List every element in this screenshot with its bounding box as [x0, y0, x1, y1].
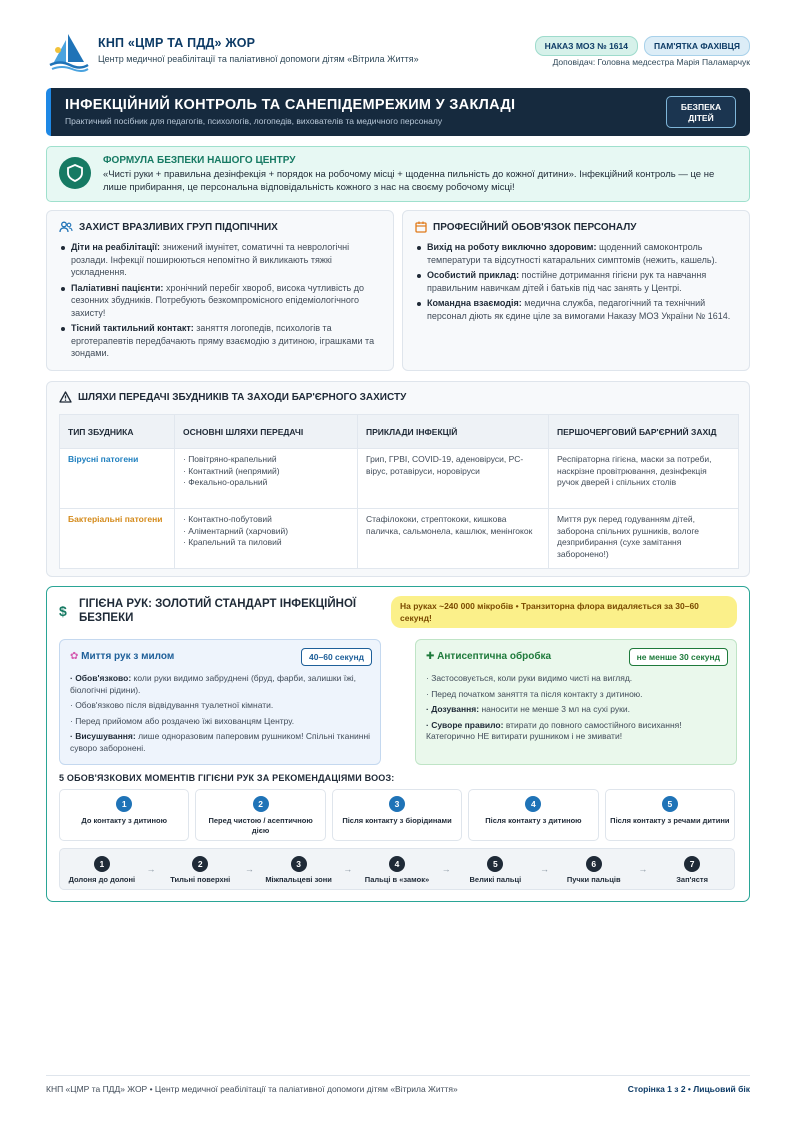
list-item: Діти на реабілітації: знижений імунітет, соматичні та неврологічні розлади. Інфекції поширюються непомітно й викликають тяжкі ускладнення.: [61, 241, 383, 279]
list-item: · Перед початком заняття та після контакту з дитиною.: [426, 688, 643, 699]
list-item: Особистий приклад: постійне дотримання гігієни рук та навчання правильним навичкам дітей і батьків під час занять у Центрі.: [417, 269, 739, 294]
examples-cell: Стафілококи, стрептококи, кишкова паличка, сальмонела, кашлюк, менінгокок: [358, 509, 549, 569]
soap-list: [70, 673, 376, 758]
antiseptic-list: [426, 673, 732, 747]
org-subtitle: Центр медичної реабілітації та паліативної допомоги дітям «Вітрила Життя»: [98, 54, 419, 64]
pathogen-type: Вірусні патогени: [60, 449, 175, 509]
list-item: · Висушування: лише одноразовим паперовим рушником! Спільні тканинні суворо заборонені.: [70, 731, 371, 753]
step-item: 5 Великі пальці: [456, 854, 534, 884]
soap-icon: ✿: [70, 651, 79, 662]
table-row: [60, 509, 739, 569]
step-item: 1 Долоня до долоні: [63, 854, 141, 884]
page-header: [46, 32, 750, 76]
users-icon: [59, 221, 73, 233]
arrow-right-icon: →: [441, 864, 451, 874]
table-header-row: [60, 415, 739, 449]
column-header: ОСНОВНІ ШЛЯХИ ПЕРЕДАЧІ: [175, 415, 358, 449]
step-item: 3 Міжпальцеві зони: [260, 854, 338, 884]
vulnerable-heading: [59, 221, 278, 233]
moment-number: 5: [662, 796, 678, 812]
moment-card: [332, 789, 462, 841]
microbes-note: На руках ~240 000 мікробів • Транзиторна флора видаляється за 30–60 секунд!: [391, 596, 737, 628]
shield-icon: [59, 157, 91, 189]
who-moments: [59, 789, 735, 841]
list-item: · Обов'язково після відвідування туалетної кімнати.: [70, 700, 274, 710]
hygiene-title: ГІГІЄНА РУК: ЗОЛОТИЙ СТАНДАРТ ІНФЕКЦІЙНОЇ БЕЗПЕКИ: [79, 598, 357, 624]
arrow-right-icon: →: [146, 864, 156, 874]
duty-heading-text: ПРОФЕСІЙНИЙ ОБОВ'ЯЗОК ПЕРСОНАЛУ: [433, 221, 637, 233]
antiseptic-card: [415, 639, 737, 765]
moment-number: 1: [116, 796, 132, 812]
antiseptic-title: ✚ Антисептична обробка: [426, 651, 552, 662]
barrier-cell: Миття рук перед годуванням дітей, заборона спільних рушників, вологе дезприбирання (сухе замітання заборонено!): [549, 509, 739, 569]
arrow-right-icon: →: [244, 864, 254, 874]
transmission-table: [59, 414, 739, 569]
moment-label: Після контакту з біорідинами: [342, 816, 452, 825]
list-item: · Дозування: наносити не менше 3 мл на сухі руки.: [426, 704, 630, 714]
staff-duty-card: [402, 210, 750, 371]
step-item: 2 Тильні поверхні: [161, 854, 239, 884]
column-header: ПРИКЛАДИ ІНФЕКЦІЙ: [358, 415, 549, 449]
memo-badge: ПАМ'ЯТКА ФАХІВЦЯ: [644, 36, 750, 56]
moment-number: 3: [389, 796, 405, 812]
moment-label: Після контакту з дитиною: [485, 816, 582, 825]
moment-card: [195, 789, 325, 841]
dollar-icon: $: [59, 603, 67, 619]
sanitizer-icon: ✚: [426, 651, 435, 662]
list-item: · Застосовується, коли руки видимо чисті на вигляд.: [426, 673, 633, 683]
soap-wash-card: [59, 639, 381, 765]
duty-list: [417, 241, 739, 325]
title-banner: [46, 88, 750, 136]
safety-formula: [46, 146, 750, 202]
hand-hygiene-section: [46, 586, 750, 902]
moment-card: [468, 789, 598, 841]
child-safety-button[interactable]: [666, 96, 736, 128]
soap-time-badge: 40–60 секунд: [301, 648, 372, 666]
moment-label: Перед чистою / асептичною дією: [208, 816, 313, 835]
transmission-heading-text: ШЛЯХИ ПЕРЕДАЧІ ЗБУДНИКІВ ТА ЗАХОДИ БАР'ЄРНОГО ЗАХИСТУ: [78, 391, 407, 403]
list-item: Вихід на роботу виключно здоровим: щоденний самоконтроль температури та відсутності катаральних симптомів (нежить, кашель).: [417, 241, 739, 266]
org-name: КНП «ЦМР ТА ПДД» ЖОР: [98, 36, 256, 50]
column-header: ТИП ЗБУДНИКА: [60, 415, 175, 449]
footer-org: КНП «ЦМР та ПДД» ЖОР • Центр медичної реабілітації та паліативної допомоги дітям «Вітрила Життя»: [46, 1084, 458, 1094]
routes-cell: · Контактно-побутовий · Аліментарний (харчовий) · Крапельний та пиловий: [175, 509, 358, 569]
child-safety-line1: БЕЗПЕКА: [680, 102, 722, 112]
calendar-icon: [415, 221, 427, 233]
reporter: Доповідач: Головна медсестра Марія Паламарчук: [552, 57, 750, 67]
page-subtitle: Практичний посібник для педагогів, психологів, логопедів, вихователів та медичного персоналу: [65, 116, 443, 126]
vulnerable-list: [61, 241, 383, 363]
moment-card: [59, 789, 189, 841]
barrier-cell: Респіраторна гігієна, маски за потреби, наскрізне провітрювання, дезінфекція ручок дверей і спільних столів: [549, 449, 739, 509]
routes-cell: · Повітряно-крапельний · Контактний (непрямий) · Фекально-оральний: [175, 449, 358, 509]
moment-label: Після контакту з речами дитини: [610, 816, 730, 825]
header-badges: [535, 36, 750, 56]
warning-icon: [59, 391, 72, 403]
page-title: ІНФЕКЦІЙНИЙ КОНТРОЛЬ ТА САНЕПІДЕМРЕЖИМ У ЗАКЛАДІ: [65, 97, 516, 113]
arrow-right-icon: →: [638, 864, 648, 874]
antiseptic-time-badge: не менше 30 секунд: [629, 648, 728, 666]
list-item: · Суворе правило: втирати до повного самостійного висихання! Категорично НЕ витирати рушником і не змивати!: [426, 719, 682, 741]
moment-number: 4: [525, 796, 541, 812]
transmission-section: [46, 381, 750, 577]
transmission-heading: [59, 391, 406, 403]
vulnerable-heading-text: ЗАХИСТ ВРАЗЛИВИХ ГРУП ПІДОПІЧНИХ: [79, 221, 278, 233]
list-item: Тісний тактильний контакт: заняття логопедів, психологів та ерготерапевтів передбачають пряму взаємодію з дитиною, іграшками та зондами.: [61, 322, 383, 360]
step-item: 4 Пальці в «замок»: [358, 854, 436, 884]
list-item: · Перед прийомом або роздачею їжі вихованцям Центру.: [70, 715, 295, 726]
list-item: Паліативні пацієнти: хронічний перебіг хвороб, висока чутливість до сезонних збудників. Потребують безкомпромісного епідеміологічного захисту!: [61, 282, 383, 320]
moment-number: 2: [253, 796, 269, 812]
pathogen-type: Бактеріальні патогени: [60, 509, 175, 569]
sail-logo-icon: [48, 32, 90, 72]
arrow-right-icon: →: [343, 864, 353, 874]
duty-heading: [415, 221, 636, 233]
list-item: · Обов'язково: коли руки видимо забруднені (бруд, фарби, залишки їжі, біологічні рідини).: [70, 673, 357, 695]
footer-divider: [46, 1075, 750, 1076]
page-number: Сторінка 1 з 2 • Лицьовий бік: [627, 1084, 750, 1094]
moment-card: [605, 789, 735, 841]
formula-heading: ФОРМУЛА БЕЗПЕКИ НАШОГО ЦЕНТРУ: [103, 155, 296, 166]
column-header: ПЕРШОЧЕРГОВИЙ БАР'ЄРНИЙ ЗАХІД: [549, 415, 739, 449]
order-badge: НАКАЗ МОЗ № 1614: [535, 36, 638, 56]
list-item: Командна взаємодія: медична служба, педагогічний та технічний персонал діють як єдине ціле за вимогами Наказу МОЗ України № 1614.: [417, 297, 739, 322]
examples-cell: Грип, ГРВІ, COVID-19, аденовіруси, РС-вірус, ротавіруси, норовіруси: [358, 449, 549, 509]
moment-label: До контакту з дитиною: [81, 816, 167, 825]
formula-text: «Чисті руки + правильна дезінфекція + порядок на робочому місці + щоденна пильність до кожної дитини». Інфекційний контроль — це не лише прибирання, це персональна відповідальність кожного з нас на своєму робочому місці!: [103, 169, 715, 193]
handwash-steps: [59, 848, 735, 890]
who-moments-heading: 5 ОБОВ'ЯЗКОВИХ МОМЕНТІВ ГІГІЄНИ РУК ЗА РЕКОМЕНДАЦІЯМИ ВООЗ:: [59, 773, 395, 783]
arrow-right-icon: →: [540, 864, 550, 874]
vulnerable-groups-card: [46, 210, 394, 371]
step-item: 6 Пучки пальців: [555, 854, 633, 884]
step-item: 7 Зап'ястя: [653, 854, 731, 884]
soap-title: ✿ Миття рук з милом: [70, 651, 175, 662]
child-safety-line2: ДІТЕЙ: [688, 113, 714, 123]
table-row: [60, 449, 739, 509]
